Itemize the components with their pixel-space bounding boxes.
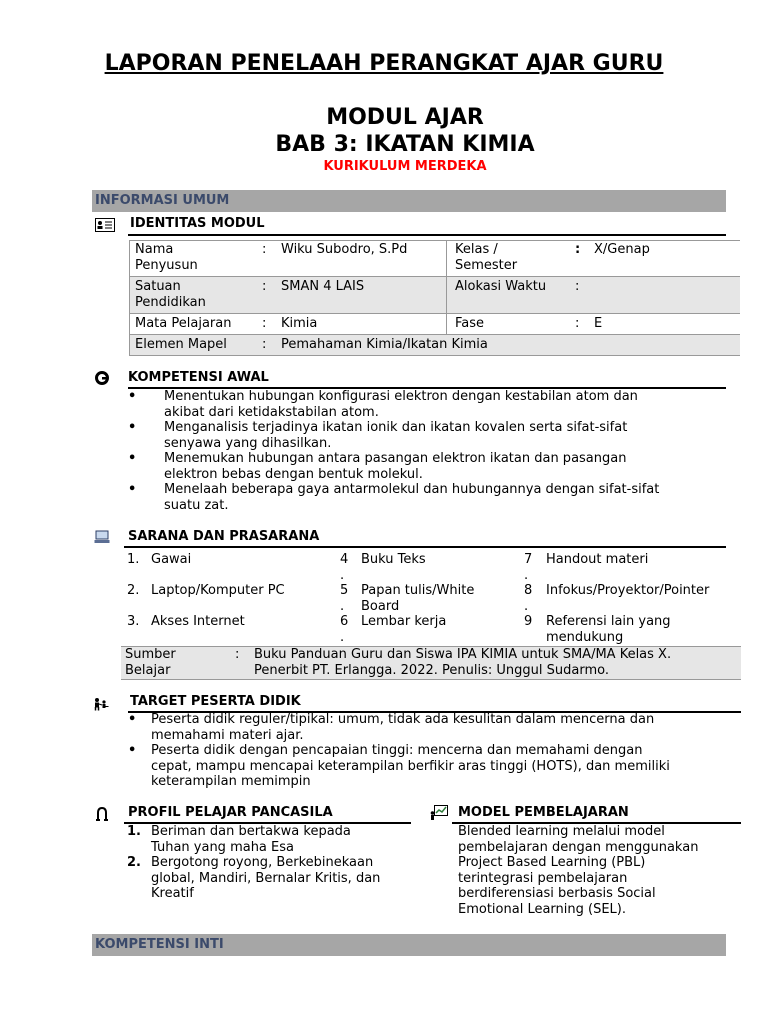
list-item: Peserta didik dengan pencapaian tinggi: mencerna dan memahami dengan cepat, mampu mencapai keterampilan berfikir aras tinggi (HOTS), dan memiliki keterampilan memimpin [151, 743, 670, 789]
bullet-icon: • [128, 451, 137, 466]
model-description: Blended learning melalui model pembelajaran dengan menggunakan Project Based Learning (PBL) terintegrasi pembelajaran berdiferensiasi berbasis Social Emotional Learning (SEL). [458, 824, 699, 917]
list-item: 3. [127, 614, 140, 629]
list-item: 9 [524, 614, 533, 629]
colon: : [575, 242, 581, 257]
colon: : [262, 316, 267, 331]
list-item: Akses Internet [151, 614, 245, 629]
fase-label: Fase [455, 316, 485, 331]
list-item: Handout materi [546, 552, 649, 567]
alokasi-label: Alokasi Waktu [455, 279, 547, 294]
list-item: Gawai [151, 552, 192, 567]
list-item: 6 . [340, 614, 349, 645]
list-item: 2. [127, 583, 140, 598]
computer-icon [94, 529, 110, 543]
list-item: 1. [127, 552, 140, 567]
table-border [129, 276, 740, 277]
elemen-label: Elemen Mapel [135, 337, 227, 352]
list-item: Lembar kerja [361, 614, 447, 629]
list-item: Referensi lain yang mendukung [546, 614, 671, 645]
table-border [129, 240, 740, 241]
mapel-value: Kimia [281, 316, 318, 331]
table-border [129, 355, 740, 356]
colon: : [262, 337, 267, 352]
colon: : [575, 316, 580, 331]
id-card-icon [95, 217, 115, 231]
sumber-label: Sumber Belajar [125, 647, 176, 678]
chapter-title: BAB 3: IKATAN KIMIA [275, 132, 535, 157]
list-item: 5 . [340, 583, 349, 614]
model-heading: MODEL PEMBELAJARAN [458, 805, 629, 820]
sarana-rule [124, 546, 726, 548]
kelas-label: Kelas / Semester [455, 242, 518, 273]
colon: : [235, 647, 240, 662]
kelas-value: X/Genap [594, 242, 650, 257]
people-icon [93, 696, 109, 710]
kompetensi-awal-heading: KOMPETENSI AWAL [128, 370, 269, 385]
table-border [446, 240, 447, 334]
garuda-icon [95, 806, 109, 820]
fase-value: E [594, 316, 603, 331]
module-title: MODUL AJAR [326, 105, 484, 130]
nama-label: Nama Penyusun [135, 242, 198, 273]
identitas-rule [128, 234, 726, 236]
curriculum-label: KURIKULUM MERDEKA [323, 159, 487, 174]
satuan-label: Satuan Pendidikan [135, 279, 206, 310]
list-item: Papan tulis/White Board [361, 583, 475, 614]
bullet-icon: • [128, 420, 137, 435]
identitas-row-shade [129, 277, 740, 313]
list-item: Menemukan hubungan antara pasangan elektron ikatan dan pasangan elektron bebas dengan bentuk molekul. [164, 451, 627, 482]
list-item: Beriman dan bertakwa kepada Tuhan yang maha Esa [151, 824, 351, 855]
list-item: 7 . [524, 552, 533, 583]
mapel-label: Mata Pelajaran [135, 316, 232, 331]
colon: : [575, 279, 580, 294]
table-border [121, 679, 741, 680]
report-title: LAPORAN PENELAAH PERANGKAT AJAR GURU [104, 51, 664, 76]
target-circle-icon [95, 370, 109, 384]
table-border [129, 240, 130, 355]
chart-board-icon [430, 805, 448, 820]
list-item: Menganalisis terjadinya ikatan ionik dan ikatan kovalen serta sifat-sifat senyawa yang dihasilkan. [164, 420, 628, 451]
list-item: Infokus/Proyektor/Pointer [546, 583, 710, 598]
informasi-umum-bar [92, 190, 726, 212]
bullet-icon: • [128, 743, 137, 758]
bullet-icon: • [128, 712, 137, 727]
kompetensi-inti-bar [92, 934, 726, 956]
nama-value: Wiku Subodro, S.Pd [281, 242, 408, 257]
profil-heading: PROFIL PELAJAR PANCASILA [128, 805, 333, 820]
table-border [129, 334, 740, 335]
list-item: Buku Teks [361, 552, 426, 567]
list-item: 1. [127, 824, 141, 839]
list-item: 2. [127, 855, 141, 870]
colon: : [262, 242, 267, 257]
bullet-icon: • [128, 482, 137, 497]
list-item: Laptop/Komputer PC [151, 583, 285, 598]
sumber-value: Buku Panduan Guru dan Siswa IPA KIMIA untuk SMA/MA Kelas X. Penerbit PT. Erlangga. 2022. Penulis: Unggul Sudarmo. [254, 647, 672, 678]
target-heading: TARGET PESERTA DIDIK [130, 694, 301, 709]
list-item: Peserta didik reguler/tipikal: umum, tidak ada kesulitan dalam mencerna dan memahami materi ajar. [151, 712, 655, 743]
table-border [129, 313, 740, 314]
bullet-icon: • [128, 389, 137, 404]
identitas-modul-heading: IDENTITAS MODUL [130, 216, 265, 231]
list-item: 4 . [340, 552, 349, 583]
informasi-umum-label: INFORMASI UMUM [95, 193, 230, 208]
list-item: Menentukan hubungan konfigurasi elektron dengan kestabilan atom dan akibat dari ketidakstabilan atom. [164, 389, 638, 420]
list-item: 8 . [524, 583, 533, 614]
kompetensi-inti-label: KOMPETENSI INTI [95, 937, 224, 952]
sarana-heading: SARANA DAN PRASARANA [128, 529, 320, 544]
elemen-value: Pemahaman Kimia/Ikatan Kimia [281, 337, 488, 352]
colon: : [262, 279, 267, 294]
satuan-value: SMAN 4 LAIS [281, 279, 365, 294]
list-item: Menelaah beberapa gaya antarmolekul dan hubungannya dengan sifat-sifat suatu zat. [164, 482, 660, 513]
list-item: Bergotong royong, Berkebinekaan global, Mandiri, Bernalar Kritis, dan Kreatif [151, 855, 381, 901]
